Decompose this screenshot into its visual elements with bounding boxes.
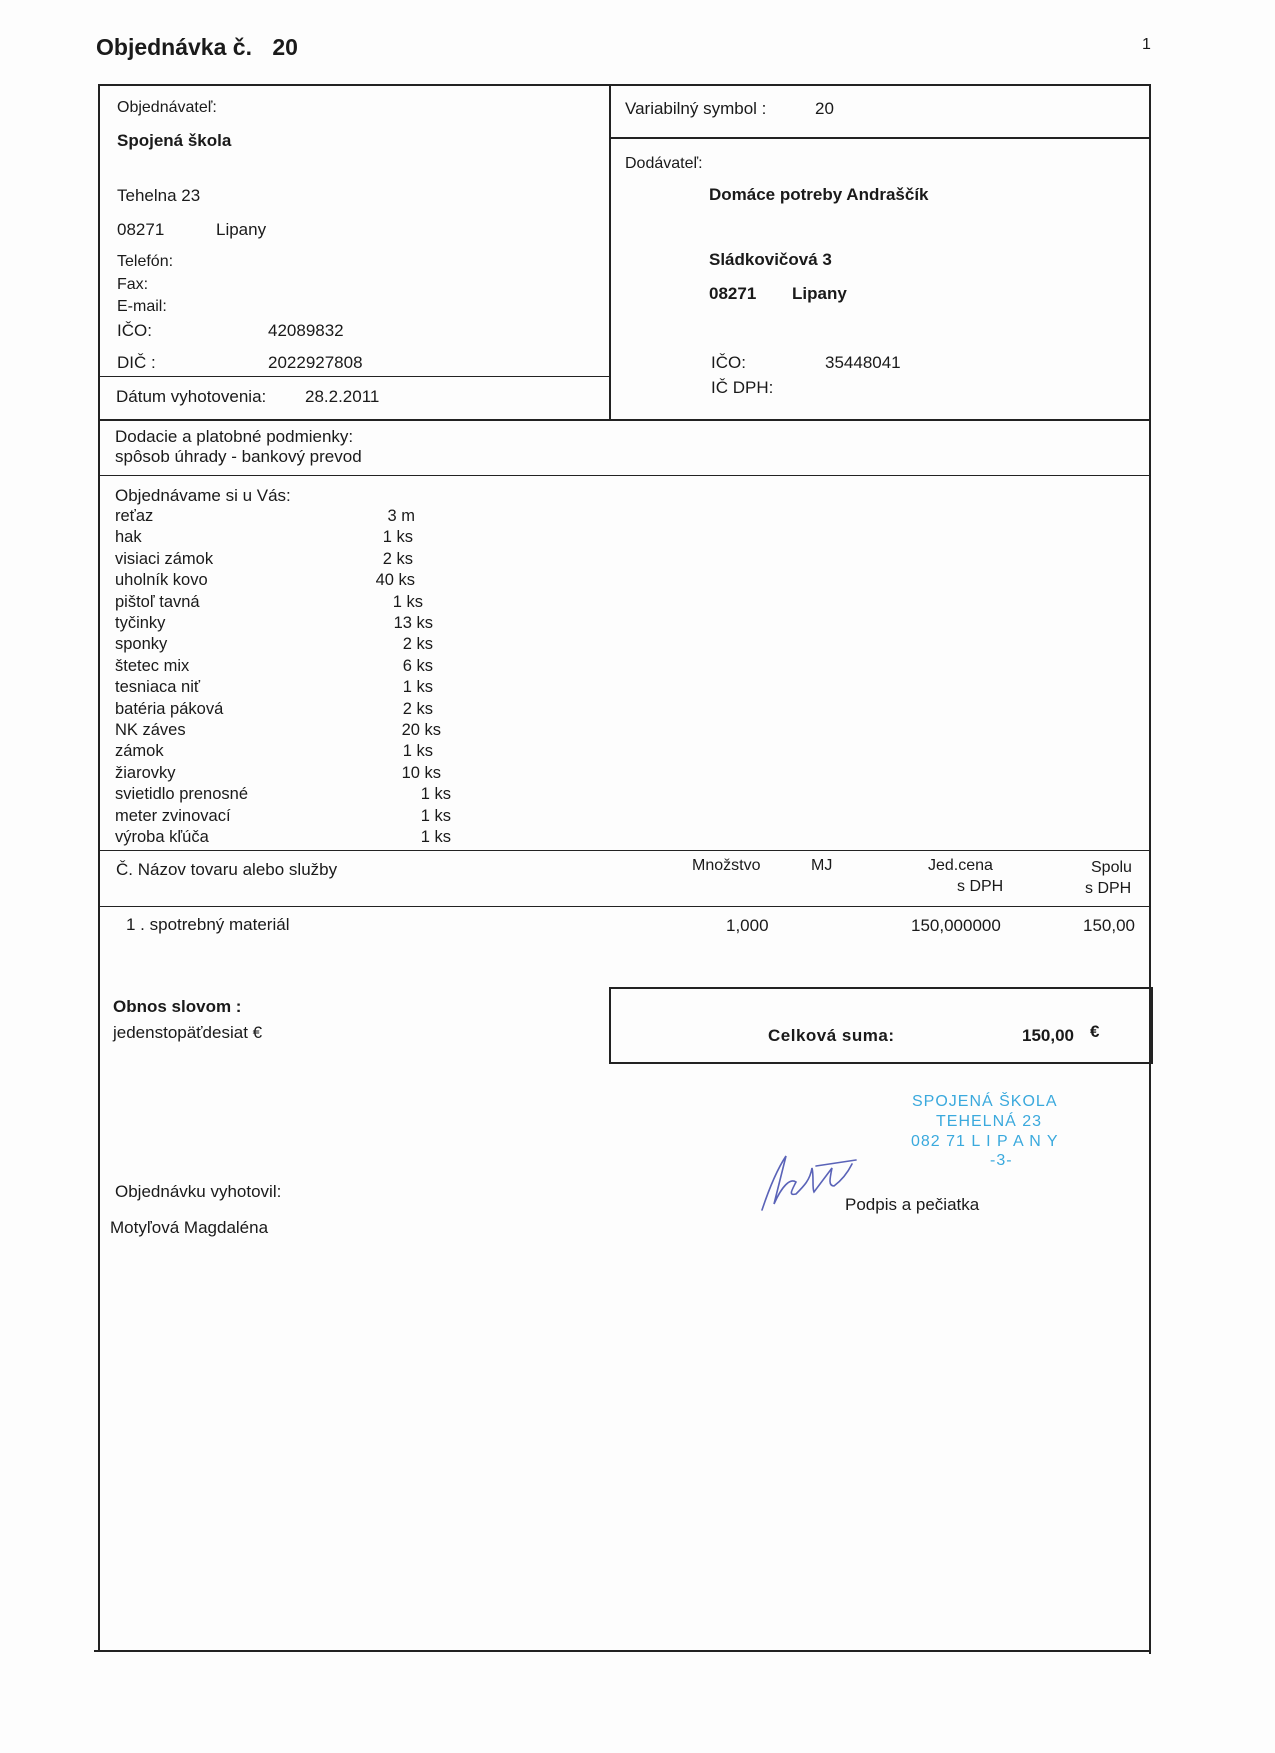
item-name: visiaci zámok: [115, 549, 214, 568]
col-price-line1: Jed.cena: [928, 857, 993, 874]
item-name: zámok: [115, 742, 164, 761]
item-name: svietidlo prenosné: [115, 785, 248, 804]
terms-label: Dodacie a platobné podmienky:: [115, 427, 354, 446]
orderer-street: Tehelna 23: [117, 186, 201, 205]
item-qty: 1 ks: [382, 528, 413, 547]
item-name: meter zvinovací: [115, 806, 231, 825]
order-list-label: Objednávame si u Vás:: [115, 486, 291, 505]
item-name: tyčinky: [115, 614, 166, 633]
list-item: [115, 549, 451, 570]
list-item: [115, 592, 451, 613]
row-price: 150,000000: [911, 916, 1001, 935]
row-label: 1 . spotrebný materiál: [126, 915, 290, 934]
item-qty: 2 ks: [382, 549, 413, 568]
list-item: [115, 506, 451, 527]
item-qty: 1 ks: [402, 678, 433, 697]
item-qty: 2 ks: [402, 635, 433, 654]
col-qty: Množstvo: [692, 857, 761, 874]
table-header-top-line: [98, 850, 1151, 851]
fax-label: Fax:: [117, 276, 149, 293]
order-number: 20: [272, 34, 298, 60]
list-item: [115, 827, 451, 848]
list-item: [115, 634, 451, 655]
item-qty: 6 ks: [402, 656, 433, 675]
orderer-ico-label: IČO:: [117, 321, 152, 340]
email-label: E-mail:: [117, 298, 167, 315]
phone-label: Telefón:: [117, 253, 174, 270]
variable-symbol-label: Variabilný symbol :: [625, 99, 767, 118]
col-total-line1: Spolu: [1091, 859, 1132, 876]
list-item: [115, 763, 451, 784]
list-item: [115, 806, 451, 827]
stamp-line-3: 082 71 L I P A N Y: [911, 1133, 1059, 1150]
supplier-street: Sládkovičová 3: [709, 250, 832, 269]
issue-date: 28.2.2011: [305, 387, 380, 406]
orderer-dic: 2022927808: [268, 353, 363, 372]
orderer-label: Objednávateľ:: [117, 99, 217, 116]
list-item: [115, 570, 451, 591]
item-qty: 1 ks: [402, 742, 433, 761]
item-name: uholník kovo: [115, 571, 208, 590]
orderer-city: Lipany: [216, 220, 267, 239]
date-divider: [98, 376, 609, 377]
list-item: [115, 741, 451, 762]
list-item: [115, 784, 451, 805]
total-currency: €: [1090, 1022, 1100, 1041]
supplier-ico-label: IČO:: [711, 353, 746, 372]
supplier-city: Lipany: [792, 284, 847, 303]
item-qty: 20 ks: [401, 721, 441, 740]
col-unit: MJ: [811, 857, 833, 874]
item-name: výroba kľúča: [115, 828, 209, 847]
item-name: žiarovky: [115, 763, 176, 782]
list-item: [115, 720, 451, 741]
col-price-line2: s DPH: [957, 878, 1004, 895]
list-item: [115, 656, 451, 677]
item-name: hak: [115, 528, 142, 547]
orderer-ico: 42089832: [268, 321, 344, 340]
terms-bottom-line: [98, 475, 1151, 476]
supplier-zip: 08271: [709, 284, 757, 303]
col-total-line2: s DPH: [1085, 880, 1132, 897]
orderer-dic-label: DIČ :: [117, 353, 156, 372]
item-name: sponky: [115, 635, 168, 654]
table-header-bottom-line: [98, 906, 1151, 907]
words-value: jedenstopäťdesiat €: [113, 1023, 263, 1042]
item-qty: 3 m: [387, 507, 415, 525]
item-qty: 1 ks: [392, 592, 423, 611]
page-number: 1: [1142, 36, 1151, 53]
item-name: pištoľ tavná: [115, 592, 200, 611]
order-item-list: [115, 506, 451, 849]
item-qty: 1 ks: [420, 828, 451, 847]
row-qty: 1,000: [726, 916, 769, 935]
list-item: [115, 677, 451, 698]
list-item: [115, 527, 451, 548]
column-divider: [609, 84, 611, 421]
item-qty: 13 ks: [393, 614, 433, 633]
terms-value: spôsob úhrady - bankový prevod: [115, 447, 362, 466]
list-item: [115, 699, 451, 720]
row-total: 150,00: [1083, 916, 1135, 935]
total-value: 150,00: [1022, 1026, 1074, 1045]
signature-label: Podpis a pečiatka: [845, 1195, 980, 1214]
list-item: [115, 613, 451, 634]
made-by-label: Objednávku vyhotovil:: [115, 1182, 282, 1201]
stamp-line-4: -3-: [990, 1152, 1013, 1169]
item-qty: 1 ks: [420, 806, 451, 825]
vs-divider: [609, 137, 1151, 139]
supplier-ico: 35448041: [825, 353, 901, 372]
item-name: tesniaca niť: [115, 678, 201, 697]
supplier-name: Domáce potreby Andraščík: [709, 185, 929, 204]
total-label: Celková suma:: [768, 1026, 895, 1045]
document-title: [96, 34, 298, 61]
supplier-label: Dodávateľ:: [625, 155, 703, 172]
item-name: NK záves: [115, 721, 186, 740]
item-name: štetec mix: [115, 656, 190, 675]
supplier-icdph-label: IČ DPH:: [711, 378, 774, 397]
issue-date-label: Dátum vyhotovenia:: [116, 387, 267, 406]
title-text: Objednávka č.: [96, 34, 252, 60]
stamp-line-1: SPOJENÁ ŠKOLA: [912, 1093, 1058, 1110]
variable-symbol: 20: [815, 99, 834, 118]
words-label: Obnos slovom :: [113, 997, 242, 1016]
item-qty: 40 ks: [375, 571, 415, 590]
address-bottom-line: [98, 419, 1151, 421]
item-name: reťaz: [115, 507, 154, 525]
made-by-name: Motyľová Magdaléna: [110, 1218, 269, 1237]
item-qty: 1 ks: [420, 785, 451, 804]
orderer-name: Spojená škola: [117, 131, 232, 150]
item-qty: 2 ks: [402, 699, 433, 718]
orderer-zip: 08271: [117, 220, 165, 239]
stamp-line-2: TEHELNÁ 23: [936, 1113, 1043, 1130]
item-qty: 10 ks: [401, 763, 441, 782]
col-no-name: Č. Názov tovaru alebo služby: [116, 860, 338, 879]
item-name: batéria páková: [115, 699, 224, 718]
